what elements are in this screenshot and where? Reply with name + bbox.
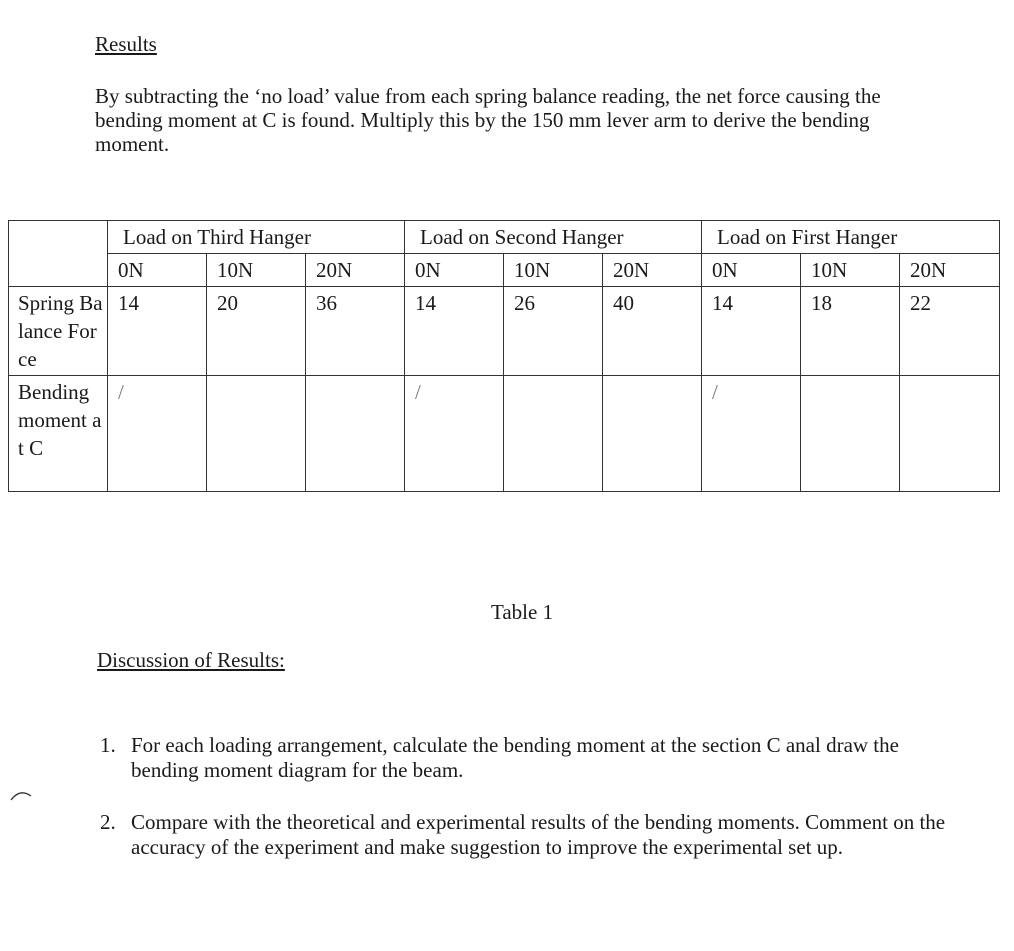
load-header-cell: 20N (900, 254, 1000, 287)
group-header-first-hanger: Load on First Hanger (702, 221, 1000, 254)
load-header-cell: 0N (405, 254, 504, 287)
row-label-bending-moment: Bending moment at C (9, 376, 108, 492)
table-load-header-row (9, 254, 1000, 287)
table-cell (603, 376, 702, 492)
table-cell (306, 376, 405, 492)
load-header-cell: 20N (306, 254, 405, 287)
table-cell: 22 (900, 287, 1000, 376)
table-cell: 20 (207, 287, 306, 376)
question-number: 1. (100, 733, 116, 757)
discussion-question (100, 810, 960, 860)
question-text: For each loading arrangement, calculate the bending moment at the section C anal draw the bending moment diagram for the beam. (131, 733, 899, 782)
results-intro-paragraph: By subtracting the ‘no load’ value from each spring balance reading, the net force causing the bending moment at C is found. Multiply this by the 150 mm lever arm to derive the bending moment. (95, 84, 881, 156)
table-cell: 14 (405, 287, 504, 376)
table-cell: / (108, 376, 207, 492)
load-header-cell: 20N (603, 254, 702, 287)
load-header-cell: 10N (207, 254, 306, 287)
table-cell: 36 (306, 287, 405, 376)
table-cell (801, 376, 900, 492)
table-cell: 14 (702, 287, 801, 376)
table-cell: 26 (504, 287, 603, 376)
table-cell: 14 (108, 287, 207, 376)
load-header-cell: 10N (504, 254, 603, 287)
group-header-third-hanger: Load on Third Hanger (108, 221, 405, 254)
table-cell (504, 376, 603, 492)
table-corner-cell (9, 254, 108, 287)
table-cell (900, 376, 1000, 492)
table-cell: / (405, 376, 504, 492)
question-number: 2. (100, 810, 116, 834)
load-header-cell: 0N (108, 254, 207, 287)
table-group-header-row (9, 221, 1000, 254)
stray-paren-mark (10, 788, 32, 802)
discussion-question (100, 733, 960, 783)
load-header-cell: 10N (801, 254, 900, 287)
table-cell: 40 (603, 287, 702, 376)
table-cell: / (702, 376, 801, 492)
results-heading: Results (95, 32, 157, 56)
results-table (8, 220, 1000, 492)
discussion-heading: Discussion of Results: (97, 648, 285, 672)
table-row-spring-balance-force (9, 287, 1000, 376)
discussion-question-list (100, 733, 960, 860)
table-cell: 18 (801, 287, 900, 376)
group-header-second-hanger: Load on Second Hanger (405, 221, 702, 254)
table-row-bending-moment (9, 376, 1000, 492)
load-header-cell: 0N (702, 254, 801, 287)
row-label-spring-balance-force: Spring Balance Force (9, 287, 108, 376)
question-text: Compare with the theoretical and experimental results of the bending moments. Comment on the accuracy of the experiment and make suggestion to improve the experimental set up. (131, 810, 946, 859)
table-cell (207, 376, 306, 492)
table-corner-cell (9, 221, 108, 254)
table-caption: Table 1 (491, 600, 554, 624)
